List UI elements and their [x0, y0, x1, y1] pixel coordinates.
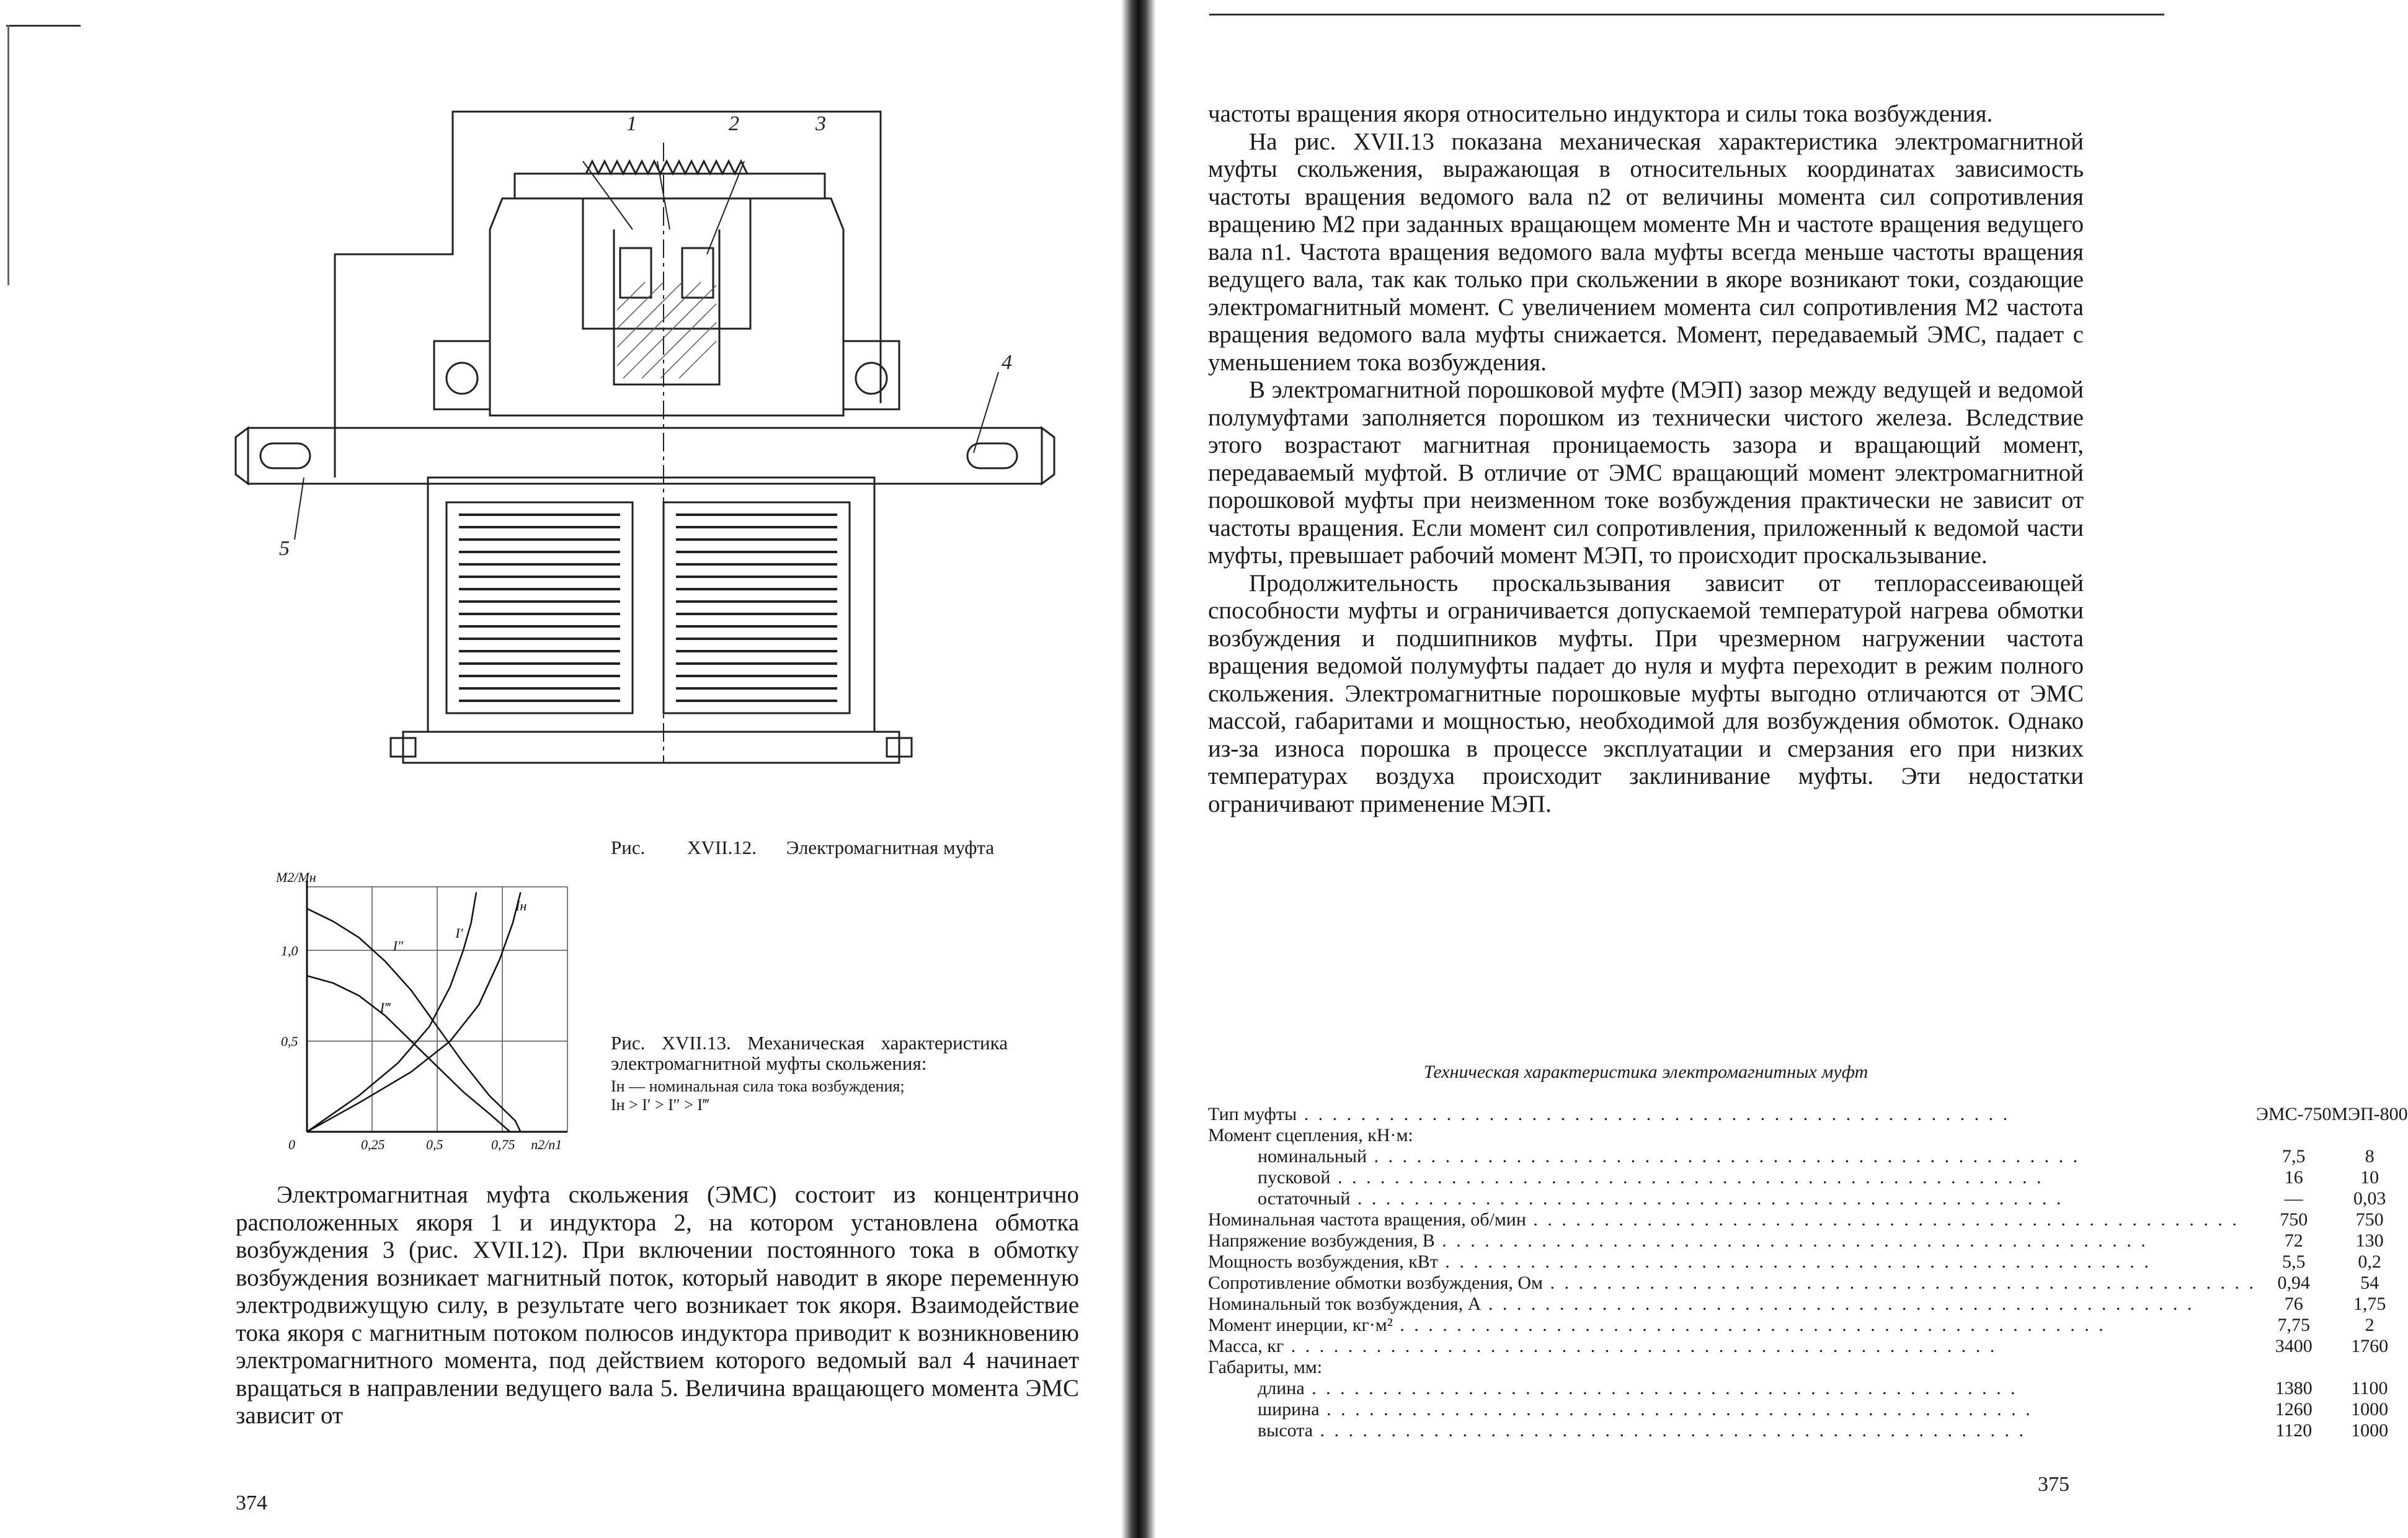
y-tick-label: 0,5 [281, 1033, 298, 1049]
spec-table [1208, 1104, 2408, 1441]
spec-row [1208, 1188, 2408, 1209]
x-axis-label: n2/n1 [531, 1137, 562, 1152]
spec-label: пусковой [1258, 1167, 1331, 1188]
ems-description: Электромагнитная муфта скольжения (ЭМС) состоит из концентрично расположенных якоря 1 и индуктора 2, на котором установлена обмотка возбуждения 3 (рис. XVII.12). При включении постоянного тока в обмотку возбуждения возникает магнитный поток, который наводит в якоре переменную электродвижущую силу, в результате чего возникает ток якоря. Взаимодействие тока якоря с магнитным потоком полюсов индуктора приводит к возникновению электромагнитного момента, под действием которого ведомый вал 4 начинает вращаться в направлении ведущего вала 5. Величина вращающего момента ЭМС зависит от [236, 1181, 1079, 1429]
spec-row [1208, 1357, 2408, 1378]
spec-value-mep: 750 [2355, 1209, 2384, 1230]
spec-row [1208, 1146, 2408, 1167]
series-line [307, 892, 476, 1132]
right-paragraph-3: В электромагнитной порошковой муфте (МЭП) зазор между ведущей и ведомой полумуфтами заполняется порошком из технически чистого железа. Вследствие этого возрастают магнитная проницаемость зазора и вращающий момент, передаваемый муфтой. В отличие от ЭМС вращающий момент электромагнитной порошковой муфты при неизменном токе возбуждения практически не зависит от частоты вращения. Если момент сил сопротивления, приложенный к ведомой части муфты, превышает рабочий момент МЭП, то происходит проскальзывание. [1208, 376, 2084, 569]
spec-label: Момент сцепления, кН·м: [1208, 1125, 1413, 1145]
series-label: Iн [515, 898, 527, 914]
dot-leader [1481, 1294, 2194, 1314]
spec-value-ems: 7,5 [2282, 1146, 2306, 1167]
dot-leader [1438, 1251, 2151, 1272]
spec-row [1208, 1230, 2408, 1251]
spec-label: Напряжение возбуждения, В [1208, 1230, 1435, 1251]
right-paragraph-2: На рис. XVII.13 показана механическая характеристика электромагнитной муфты скольжения, выражающая в относительных координатах зависимость частоты вращения ведомого вала n2 от величины момента сил сопротивления вращению M2 при заданных вращающем моменте Mн и частоте вращения ведущего вала n1. Частота вращения ведомого вала муфты всегда меньше частоты вращения ведущего вала, так как только при скольжении в якоре возникают токи, создающие электромагнитный момент. С увеличением момента сил сопротивления M2 частота вращения ведомого вала муфты снижается. Момент, передаваемый ЭМС, падает с уменьшением тока возбуждения. [1208, 128, 2084, 376]
series-line [307, 892, 520, 1132]
spec-row [1208, 1167, 2408, 1188]
spec-label: ширина [1258, 1399, 1320, 1420]
dot-leader [1320, 1399, 2033, 1420]
spec-value-mep: 2 [2365, 1315, 2375, 1335]
spec-label: Тип муфты [1208, 1104, 1297, 1124]
dot-leader [1297, 1104, 2010, 1124]
spec-label: остаточный [1258, 1188, 1351, 1209]
spec-value-mep: 8 [2365, 1146, 2375, 1167]
series-line [307, 909, 520, 1132]
x-tick-label: 0,5 [426, 1137, 443, 1152]
spec-label: номинальный [1258, 1146, 1367, 1167]
series-label: I‴ [380, 999, 391, 1015]
dot-leader [1305, 1378, 2018, 1398]
x-tick-label: 0,25 [361, 1137, 385, 1152]
spec-value-ems: — [2284, 1188, 2303, 1209]
figure-12-title: Электромагнитная муфта [786, 837, 995, 858]
spec-value-mep: 10 [2360, 1167, 2379, 1188]
x-tick-label: 0,75 [491, 1137, 515, 1152]
callout-1: 1 [626, 112, 637, 135]
spec-row [1208, 1399, 2408, 1420]
dot-leader [1330, 1167, 2043, 1188]
figure-13-caption-title: Рис. XVII.13. Механическая характеристика электромагнитной муфты скольжения: [611, 1032, 1008, 1074]
figure-13-caption-relation: Iн > I′ > I″ > I‴ [611, 1096, 709, 1114]
spec-label: длина [1258, 1378, 1305, 1398]
origin-label: 0 [288, 1137, 295, 1152]
dot-leader [1435, 1230, 2148, 1251]
spec-table-title: Техническая характеристика электромагнитных муфт [1423, 1062, 1868, 1082]
spec-row [1208, 1378, 2408, 1399]
spec-value-mep: 1000 [2351, 1420, 2389, 1441]
right-paragraph-4: Продолжительность проскальзывания зависит от теплорассеивающей способности муфты и ограничивается допускаемой температурой нагрева обмотки возбуждения и подшипников муфты. При чрезмерном нагружении частота вращения ведомой полумуфты падает до нуля и муфта переходит в режим полного скольжения. Электромагнитные порошковые муфты выгодно отличаются от ЭМС массой, габаритами и мощностью, необходимой для возбуждения обмоток. Однако из-за износа порошка в процессе эксплуатации и смерзания его при низких температурах воздуха происходит заклинивание муфты. Эти недостатки ограничивают применение МЭП. [1208, 569, 2084, 817]
spec-value-mep [2332, 1125, 2408, 1146]
spec-value-ems: ЭМС-750 [2256, 1104, 2332, 1124]
spec-value-ems: 76 [2284, 1294, 2303, 1314]
spec-value-ems: 16 [2284, 1167, 2303, 1188]
callout-5: 5 [279, 537, 290, 560]
spec-label: Габариты, мм: [1208, 1357, 1323, 1377]
spec-label: Номинальный ток возбуждения, А [1208, 1294, 1482, 1314]
spec-value-ems: 5,5 [2282, 1251, 2306, 1272]
spec-row [1208, 1125, 2408, 1146]
spec-row [1208, 1336, 2408, 1357]
figure-12-prefix: Рис. [611, 837, 646, 858]
left-page-number: 374 [236, 1491, 267, 1514]
spec-value-ems: 3400 [2275, 1336, 2312, 1356]
spec-label: высота [1258, 1420, 1313, 1441]
figure-12-number: XVII.12. [687, 837, 757, 858]
figure-13-caption-note: Iн — номинальная сила тока возбуждения; [611, 1077, 905, 1095]
callout-3: 3 [815, 112, 826, 135]
spec-row [1208, 1104, 2408, 1125]
spec-row [1208, 1294, 2408, 1315]
spec-label: Мощность возбуждения, кВт [1208, 1251, 1438, 1272]
figure-13-caption [611, 1033, 1008, 1114]
spec-row [1208, 1273, 2408, 1294]
spec-value-mep: 1000 [2351, 1399, 2389, 1420]
spec-value-mep: 54 [2360, 1273, 2379, 1293]
series-label: I″ [393, 938, 404, 954]
callout-4: 4 [1002, 351, 1012, 374]
spec-value-mep: 0,2 [2358, 1251, 2381, 1272]
left-page-paragraph [236, 1181, 1079, 1430]
spec-value-mep: 130 [2355, 1230, 2384, 1251]
dot-leader [1393, 1315, 2106, 1335]
mechanical-characteristic-chart [273, 862, 602, 1172]
dot-leader [1350, 1188, 2063, 1209]
spec-row [1208, 1420, 2408, 1441]
y-tick-label: 1,0 [281, 943, 298, 959]
spec-value-ems: 1260 [2275, 1399, 2312, 1420]
spec-value-ems: 1380 [2275, 1378, 2312, 1398]
y-axis-label: M2/Mн [276, 869, 316, 885]
spec-label: Сопротивление обмотки возбуждения, Ом [1208, 1273, 1544, 1293]
spec-row [1208, 1209, 2408, 1230]
spec-value-mep: 0,03 [2353, 1188, 2386, 1209]
spec-value-ems [2256, 1125, 2331, 1146]
callout-2: 2 [729, 112, 739, 135]
dot-leader [1526, 1209, 2239, 1230]
right-paragraph-1: частоты вращения якоря относительно индуктора и силы тока возбуждения. [1208, 100, 1993, 127]
spec-value-mep: 1100 [2351, 1378, 2388, 1398]
dot-leader [1367, 1146, 2080, 1167]
spec-value-ems: 1120 [2275, 1420, 2312, 1441]
spec-value-ems: 0,94 [2277, 1273, 2310, 1293]
dot-leader [1313, 1420, 2026, 1441]
dot-leader [1284, 1336, 1997, 1356]
spec-value-ems: 7,75 [2277, 1315, 2310, 1335]
series-label: I′ [455, 925, 463, 941]
spec-label: Номинальная частота вращения, об/мин [1208, 1209, 1526, 1230]
spec-value-ems [2256, 1357, 2331, 1378]
right-page-number: 375 [2038, 1473, 2069, 1496]
right-page-text [1208, 100, 2084, 818]
right-page [1135, 0, 2408, 1538]
spec-row [1208, 1251, 2408, 1273]
spec-label: Момент инерции, кг·м² [1208, 1315, 1393, 1335]
figure-12-caption [611, 837, 1008, 858]
left-page [0, 0, 1135, 1538]
spec-value-mep: МЭП-800 [2331, 1104, 2408, 1124]
coupling-drawing [236, 105, 1054, 825]
spec-value-ems: 72 [2284, 1230, 2303, 1251]
spec-value-ems: 750 [2280, 1209, 2308, 1230]
dot-leader [1543, 1273, 2256, 1293]
spec-value-mep: 1760 [2351, 1336, 2389, 1356]
spec-value-mep: 1,75 [2353, 1294, 2386, 1314]
spec-value-mep [2332, 1357, 2408, 1378]
series-line [307, 976, 510, 1132]
spec-label: Масса, кг [1208, 1336, 1284, 1356]
spec-row [1208, 1315, 2408, 1336]
